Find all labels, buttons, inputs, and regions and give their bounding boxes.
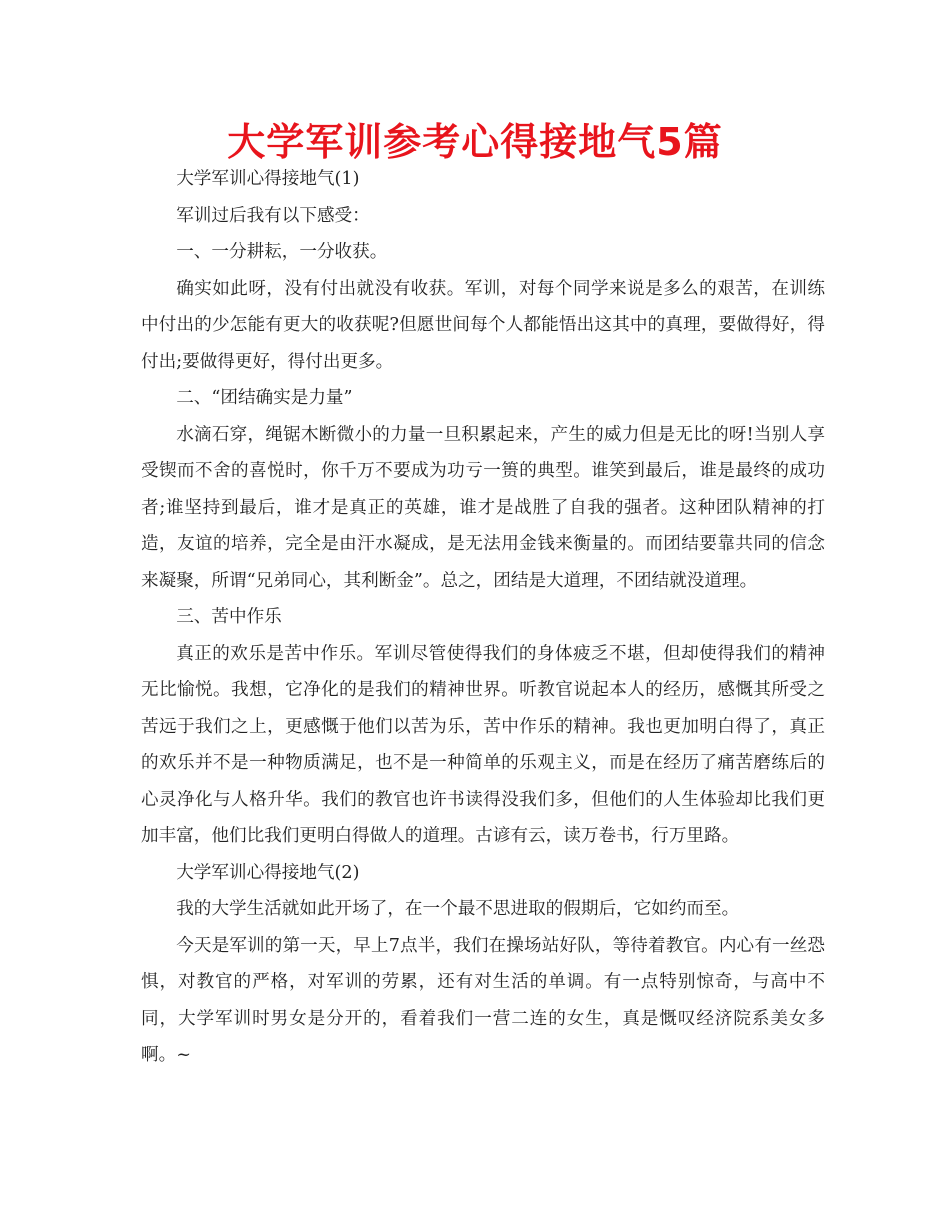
- paragraph: 军训过后我有以下感受：: [176, 205, 370, 226]
- paragraph: 三、苦中作乐: [176, 607, 282, 627]
- section-heading: 大学军训心得接地气(2): [176, 862, 360, 883]
- paragraph: 一、一分耕耘，一分收获。: [176, 242, 388, 262]
- section-heading: 大学军训心得接地气(1): [176, 169, 360, 189]
- paragraph: 今天是军训的第一天，早上7点半，我们在操场站好队，等待着教官。内心有一丝恐惧，对教官的严格，对军训的劳累，还有对生活的单调。有一点特别惊奇，与高中不同，大学军训时男女是分开的，看着我们一营二连的女生，真是慨叹经济院系美女多啊。~: [141, 935, 825, 1065]
- paragraph: 确实如此呀，没有付出就没有收获。军训，对每个同学来说是多么的艰苦，在训练中付出的少怎能有更大的收获呢?但愿世间每个人都能悟出这其中的真理，要做得好，得付出;要做得更好，得付出更多。: [141, 278, 825, 372]
- paragraph: 二、“团结确实是力量”: [176, 388, 353, 408]
- paragraph: 真正的欢乐是苦中作乐。军训尽管使得我们的身体疲乏不堪，但却使得我们的精神无比愉悦。我想，它净化的是我们的精神世界。听教官说起本人的经历，感慨其所受之苦远于我们之上，更感慨于他们以苦为乐，苦中作乐的精神。我也更加明白得了，真正的欢乐并不是一种物质满足，也不是一种简单的乐观主义，而是在经历了痛苦磨练后的心灵净化与人格升华。我们的教官也许书读得没我们多，但他们的人生体验却比我们更加丰富，他们比我们更明白得做人的道理。古谚有云，读万卷书，行万里路。: [141, 643, 825, 846]
- document-title: 大学军训参考心得接地气5篇: [227, 120, 723, 164]
- document-body: [141, 161, 825, 1074]
- paragraph: 我的大学生活就如此开场了，在一个最不思进取的假期后，它如约而至。: [176, 899, 740, 919]
- paragraph: 水滴石穿，绳锯木断微小的力量一旦积累起来，产生的威力但是无比的呀!当别人享受锲而不舍的喜悦时，你千万不要成为功亏一篑的典型。谁笑到最后，谁是最终的成功者;谁坚持到最后，谁才是真正的英雄，谁才是战胜了自我的强者。这种团队精神的打造，友谊的培养，完全是由汗水凝成，是无法用金钱来衡量的。而团结要靠共同的信念来凝聚，所谓“兄弟同心，其利断金”。总之，团结是大道理，不团结就没道理。: [141, 424, 825, 591]
